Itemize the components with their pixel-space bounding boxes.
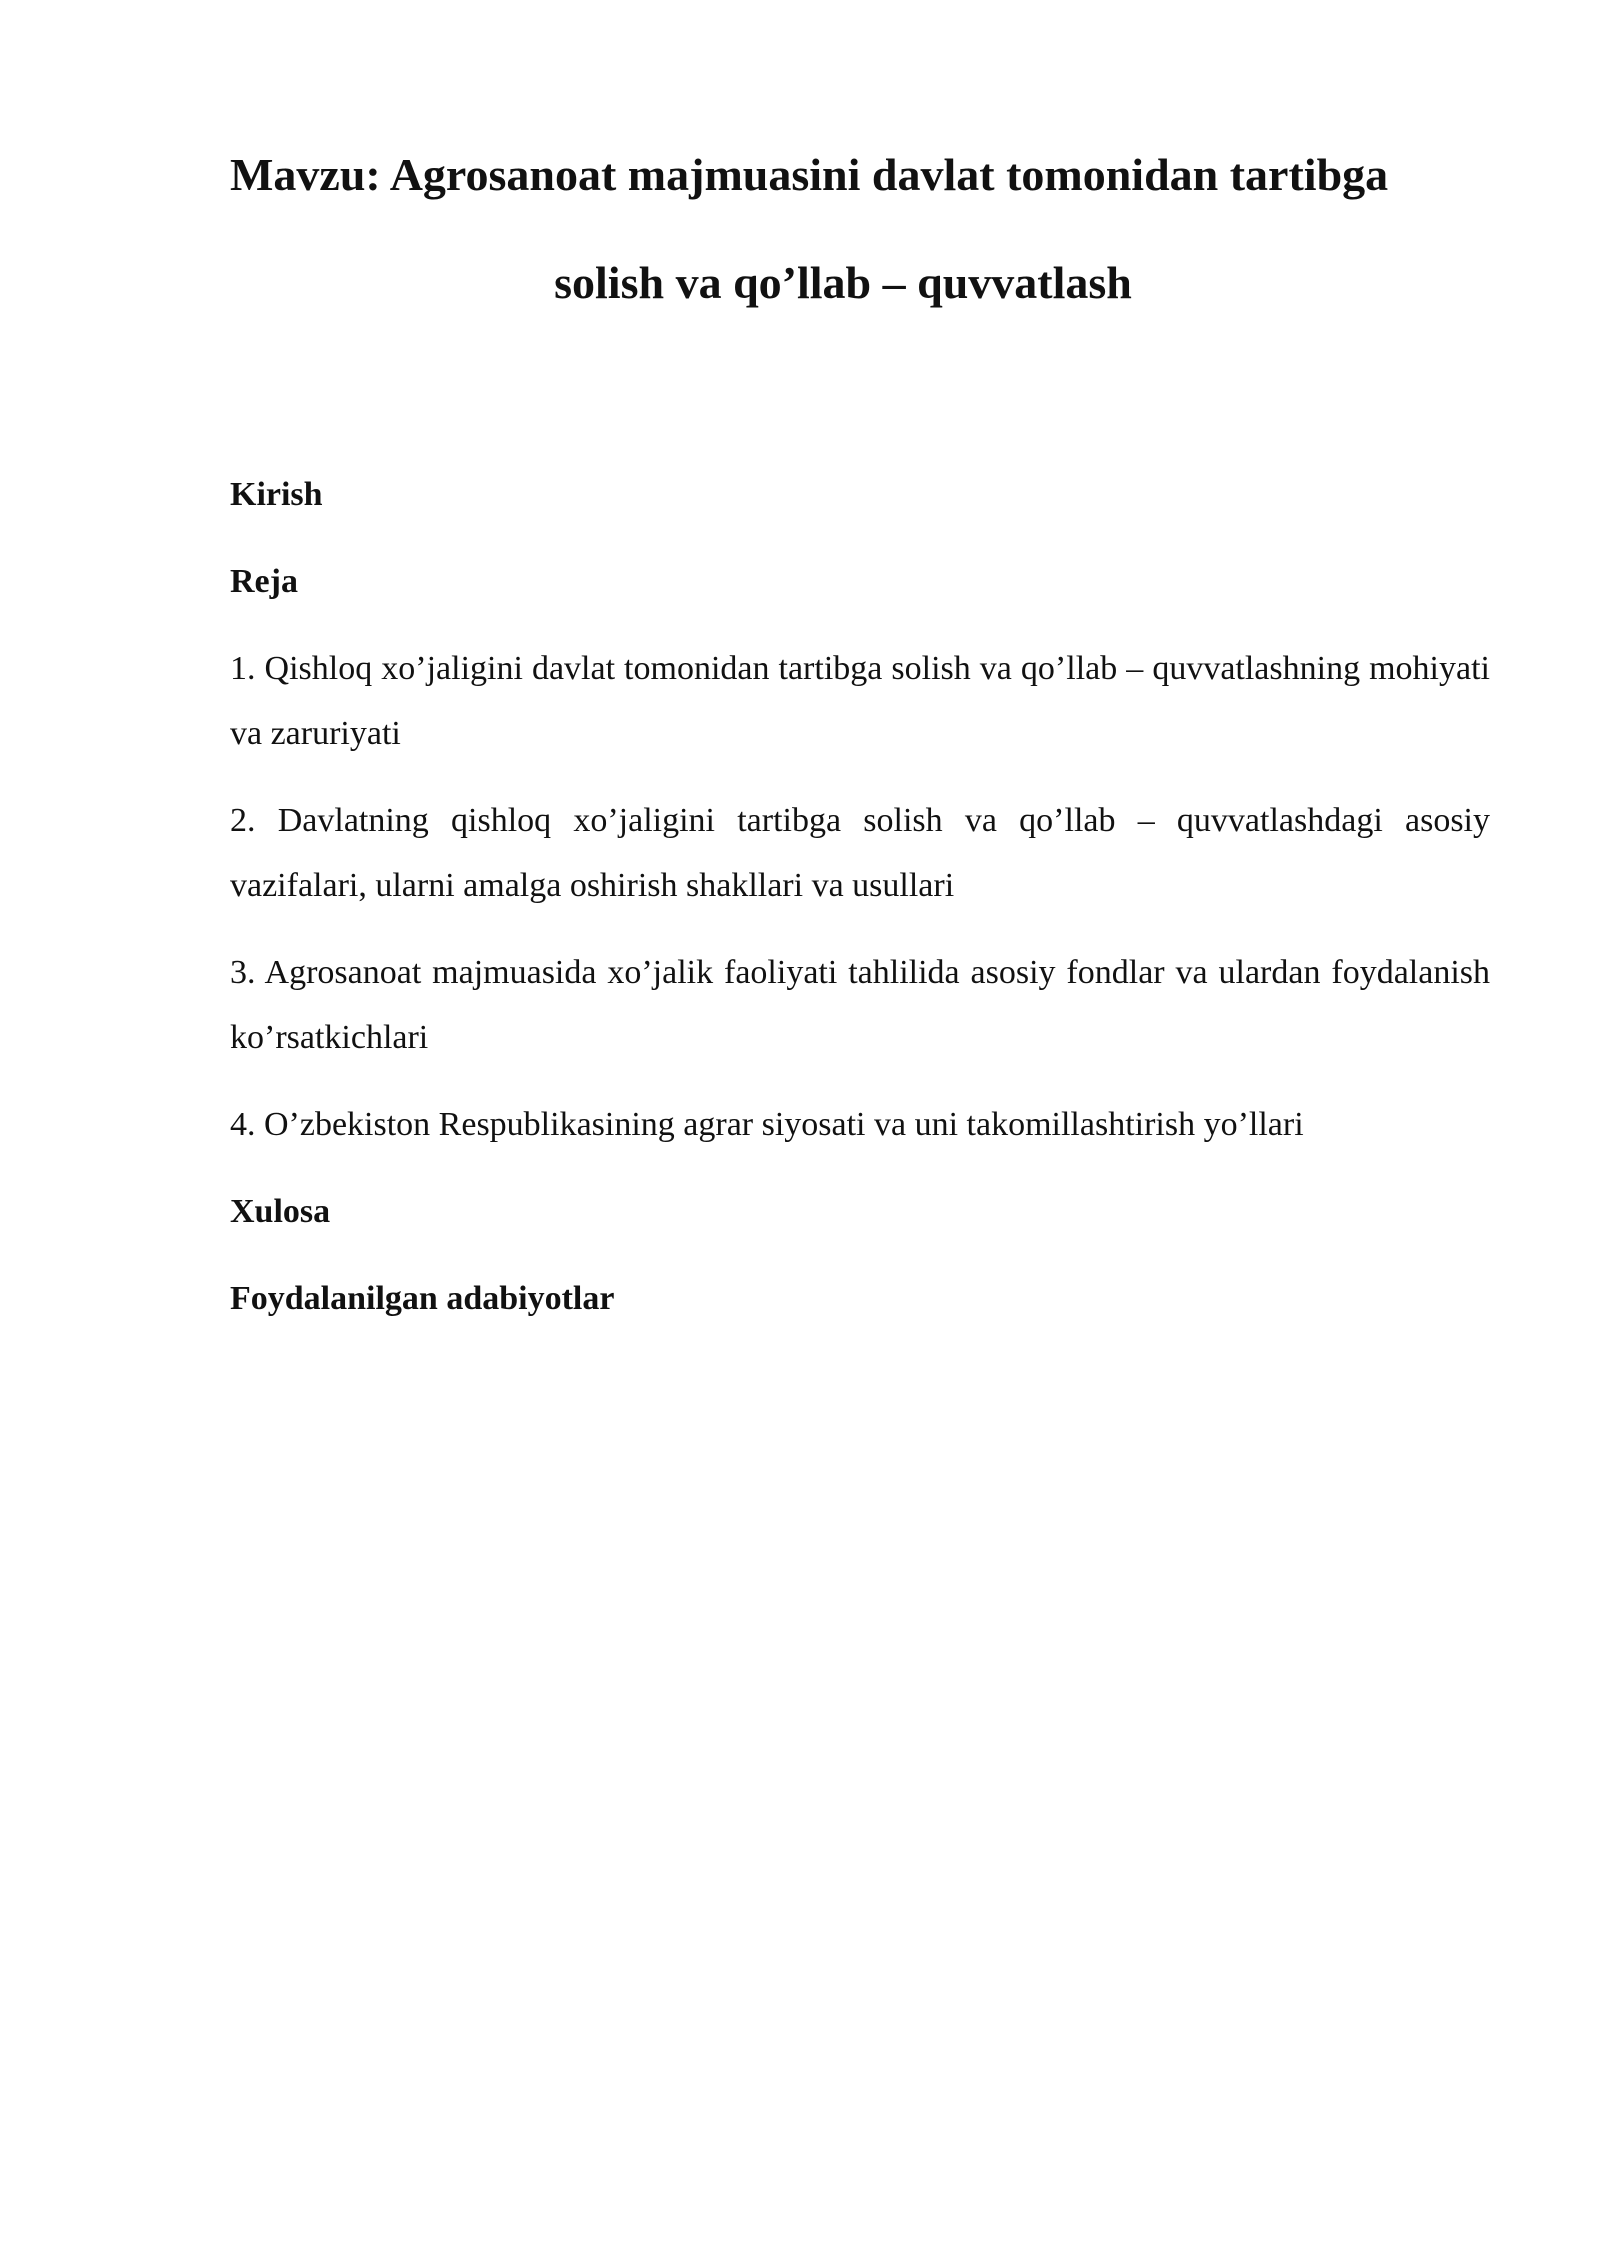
conclusion-heading: Xulosa [230,1193,331,1230]
plan-heading: Reja [230,563,298,600]
plan-item-1: 1. Qishloq xo’jaligini davlat tomonidan tartibga solish va qo’llab – quvvatlashning mohiyati va zaruriyati [230,650,1490,752]
document-title-line-1: Mavzu: Agrosanoat majmuasini davlat tomonidan tartibga [230,149,1389,200]
document-title-line-2: solish va qo’llab – quvvatlash [554,257,1132,308]
intro-heading: Kirish [230,476,323,513]
document-content [230,462,1490,1353]
plan-item-3: 3. Agrosanoat majmuasida xo’jalik faoliyati tahlilida asosiy fondlar va ulardan foydalanish ko’rsatkichlari [230,954,1490,1056]
plan-item-4: 4. O’zbekiston Respublikasining agrar siyosati va uni takomillashtirish yo’llari [230,1106,1304,1143]
plan-item-2: 2. Davlatning qishloq xo’jaligini tartibga solish va qo’llab – quvvatlashdagi asosiy vazifalari, ularni amalga oshirish shakllari va usullari [230,802,1490,904]
references-heading: Foydalanilgan adabiyotlar [230,1280,615,1317]
